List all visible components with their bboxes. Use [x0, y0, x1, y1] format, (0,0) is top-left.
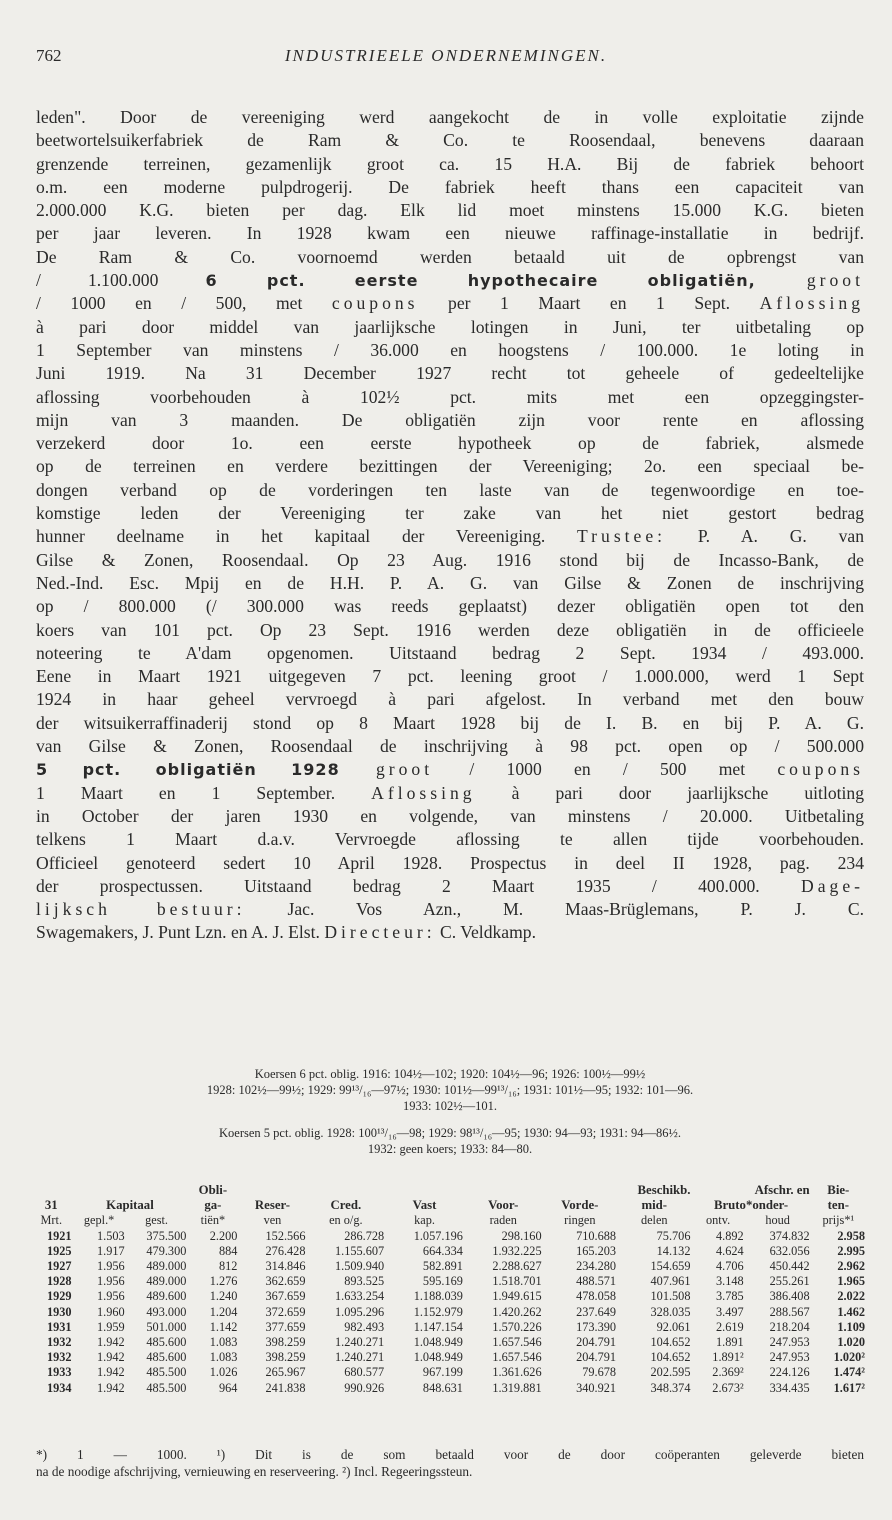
loan-heading: 5 pct. obligatiën 1928: [36, 760, 340, 780]
text-line: 1 September van minstens / 36.000 en hoogstens / 100.000. 1e loting in: [36, 339, 864, 360]
financial-table: [30, 1183, 866, 1396]
table-cell: 1.240.271: [335, 1350, 385, 1365]
table-cell: 1.474²: [833, 1365, 865, 1380]
table-cell: 14.132: [656, 1243, 691, 1258]
header-cell: Cred.: [330, 1198, 362, 1213]
spaced-word: coupons: [777, 759, 864, 780]
table-cell: 372.659: [265, 1304, 306, 1319]
table-cell: 328.035: [650, 1304, 691, 1319]
text-line: op / 800.000 (/ 300.000 was reeds geplaatst) dezer obligatiën open tot den: [36, 596, 864, 617]
header-cell: Afschr. en: [754, 1183, 810, 1197]
text-line: verzekerd door 1o. een eerste hypotheek op de fabriek, alsmede: [36, 433, 864, 454]
table-cell: 407.961: [650, 1274, 691, 1289]
table-cell: 1.083: [209, 1350, 238, 1365]
table-cell: 386.408: [769, 1289, 810, 1304]
spaced-word: coupons: [331, 293, 419, 314]
table-cell: 286.728: [344, 1228, 385, 1243]
text-span: C. Veldkamp.: [435, 922, 536, 943]
header-cell: 31: [44, 1198, 58, 1213]
table-cell: 1933: [46, 1365, 72, 1380]
table-cell: 450.442: [769, 1259, 810, 1274]
koersen-5pct: [36, 1125, 864, 1157]
table-cell: 489.000: [146, 1259, 187, 1274]
table-cell: 1932: [46, 1335, 72, 1350]
table-cell: 478.058: [576, 1289, 617, 1304]
table-cell: 1.932.225: [492, 1243, 542, 1258]
running-title: INDUSTRIEELE ONDERNEMINGEN.: [284, 46, 608, 65]
table-cell: 1.142: [209, 1319, 238, 1334]
table-row: [30, 1259, 866, 1274]
amount: / 1.100.000: [36, 270, 206, 291]
header-cell: ven: [263, 1213, 282, 1228]
table-cell: 1.942: [97, 1380, 125, 1395]
table-cell: 3.148: [715, 1274, 744, 1289]
table-cell: 340.921: [576, 1380, 617, 1395]
table-cell: 204.791: [576, 1350, 617, 1365]
table-cell: 334.435: [769, 1380, 810, 1395]
table-cell: 1932: [46, 1350, 72, 1365]
text-line: van Gilse & Zonen, Roosendaal de inschrijving à 98 pct. open op / 500.000: [36, 736, 864, 757]
page-header: [36, 46, 856, 76]
table-cell: 298.160: [501, 1228, 542, 1243]
table-cell: 1.959: [97, 1319, 125, 1334]
koersen-6pct: [36, 1066, 864, 1114]
table-cell: 4.892: [715, 1228, 744, 1243]
table-cell: 398.259: [265, 1350, 306, 1365]
table-cell: 92.061: [656, 1319, 691, 1334]
text-line: [36, 921, 864, 944]
footnotes: [36, 1446, 864, 1480]
table-cell: 1934: [46, 1380, 72, 1395]
header-cell: houd: [765, 1213, 790, 1228]
table-cell: 276.428: [265, 1243, 306, 1258]
header-cell: kap.: [414, 1213, 435, 1228]
header-cell: Beschikb.: [637, 1183, 691, 1197]
header-cell: [385, 1183, 464, 1198]
table-cell: 680.577: [344, 1365, 385, 1380]
koers-line: 1932: geen koers; 1933: 84—80.: [367, 1142, 533, 1156]
table-cell: 489.000: [146, 1274, 187, 1289]
spaced-word: Directeur:: [324, 922, 436, 943]
koers-line: 1933: 102½—101.: [402, 1099, 498, 1113]
table-cell: 1.048.949: [413, 1335, 463, 1350]
table-cell: 154.659: [650, 1259, 691, 1274]
spaced-word: Aflossing: [371, 782, 476, 803]
header-cell: Vast: [412, 1198, 437, 1213]
table-cell: 1.942: [97, 1350, 125, 1365]
table-cell: 314.846: [265, 1259, 306, 1274]
text-line: [36, 292, 864, 315]
table-cell: 1.956: [97, 1289, 125, 1304]
table-cell: 1.240: [209, 1289, 238, 1304]
table-cell: 982.493: [344, 1319, 385, 1334]
table-cell: 101.508: [650, 1289, 691, 1304]
table-cell: 990.926: [344, 1380, 385, 1395]
header-cell: Bie-: [827, 1183, 850, 1197]
table-cell: 710.688: [576, 1228, 617, 1243]
text-line: per jaar leveren. In 1928 kwam een nieuwe raffinage-installatie in bedrijf.: [36, 223, 864, 244]
table-cell: 1.949.615: [492, 1289, 542, 1304]
table-cell: 237.649: [576, 1304, 617, 1319]
text-span: P. A. G. van: [666, 526, 864, 547]
text-line: op de terreinen en verdere bezittingen der Vereeniging; 2o. een speciaal be-: [36, 456, 864, 477]
header-cell: ga-: [204, 1198, 222, 1213]
text-line: Ned.-Ind. Esc. Mpij en de H.H. P. A. G. van Gilse & Zonen de inschrijving: [36, 572, 864, 593]
table-cell: 1931: [46, 1319, 72, 1334]
table-cell: 2.022: [837, 1289, 865, 1304]
table-cell: 255.261: [769, 1274, 810, 1289]
table-cell: 1.147.154: [413, 1319, 463, 1334]
header-row: [30, 1198, 866, 1213]
text-span: / 1000 en / 500 met: [469, 759, 778, 780]
header-cell: [30, 1183, 73, 1198]
table-cell: 485.500: [146, 1380, 187, 1395]
table-cell: 1.657.546: [492, 1350, 542, 1365]
table-cell: 1.361.626: [492, 1365, 542, 1380]
header-cell: ringen: [564, 1213, 596, 1228]
header-cell: ontv.: [706, 1213, 731, 1228]
spaced-word: groot: [755, 270, 864, 291]
table-cell: 165.203: [576, 1243, 617, 1258]
text-line: leden". Door de vereeniging werd aangekocht de in volle exploitatie zijnde: [36, 107, 864, 127]
table-cell: 632.056: [769, 1243, 810, 1258]
table-cell: 493.000: [146, 1304, 187, 1319]
table-cell: 1930: [46, 1304, 72, 1319]
table-cell: 2.962: [837, 1259, 865, 1274]
table-cell: 967.199: [422, 1365, 463, 1380]
spaced-word: Aflossing: [759, 293, 864, 314]
text-span: der prospectussen. Uitstaand bedrag 2 Maart 1935 / 400.000.: [36, 875, 760, 896]
text-line: 2.000.000 K.G. bieten per dag. Elk lid moet minstens 15.000 K.G. bieten: [36, 200, 864, 221]
table-cell: 1.188.039: [413, 1289, 463, 1304]
table-cell: 234.280: [576, 1259, 617, 1274]
table-cell: 489.600: [146, 1289, 187, 1304]
text-line: der witsuikerraffinaderij stond op 8 Maart 1928 bij de I. B. en bij P. A. G.: [36, 712, 864, 733]
table-cell: 479.300: [146, 1243, 187, 1258]
table-cell: 3.497: [715, 1304, 744, 1319]
table-cell: 1.276: [209, 1274, 238, 1289]
header-cell: gest.: [145, 1213, 168, 1228]
table-cell: 375.500: [146, 1228, 187, 1243]
table-cell: 4.706: [715, 1259, 744, 1274]
text-line: à pari door middel van jaarlijksche lotingen in Juni, ter uitbetaling op: [36, 316, 864, 337]
text-line: Juni 1919. Na 31 December 1927 recht tot geheele of gedeeltelijke: [36, 363, 864, 384]
text-span: 1 Maart en 1 September.: [36, 782, 372, 803]
table-cell: 812: [218, 1259, 238, 1274]
table-cell: 2.958: [837, 1228, 865, 1243]
text-line: mijn van 3 maanden. De obligatiën zijn voor rente en aflossing: [36, 409, 864, 430]
table-cell: 2.369²: [712, 1365, 744, 1380]
table-cell: 1.956: [97, 1259, 125, 1274]
table-cell: 79.678: [582, 1365, 617, 1380]
table-cell: 1.152.979: [413, 1304, 463, 1319]
table-cell: 1929: [46, 1289, 72, 1304]
table-cell: 202.595: [650, 1365, 691, 1380]
table-cell: 1.633.254: [335, 1289, 385, 1304]
table-cell: 1.617²: [833, 1380, 865, 1395]
spaced-word: Trustee:: [577, 526, 667, 547]
footnote-line: *) 1 — 1000. ¹) Dit is de som betaald voor de door coöperanten geleverde bieten: [36, 1447, 864, 1462]
table-cell: 2.995: [837, 1243, 865, 1258]
header-cell: [306, 1183, 385, 1198]
table-cell: 1.095.296: [335, 1304, 385, 1319]
table-cell: 1927: [46, 1259, 72, 1274]
body-text: [36, 106, 864, 945]
text-line: komstige leden der Vereeniging ter zake van het niet gestort bedrag: [36, 503, 864, 524]
footnote-line: na de noodige afschrijving, vernieuwing en reserveering. ²) Incl. Regeeringssteun.: [36, 1464, 473, 1479]
table-cell: 1.026: [209, 1365, 238, 1380]
table-row: [30, 1274, 866, 1289]
text-line: telkens 1 Maart d.a.v. Vervroegde aflossing te allen tijde voorbehouden.: [36, 829, 864, 850]
table-cell: 1.240.271: [335, 1335, 385, 1350]
header-cell: Kapitaal: [106, 1198, 154, 1213]
table-cell: 488.571: [576, 1274, 617, 1289]
table-cell: 104.652: [650, 1350, 691, 1365]
table-cell: 1.020: [837, 1335, 865, 1350]
table-row: [30, 1350, 866, 1365]
header-row: [30, 1183, 866, 1198]
table-cell: 1928: [46, 1274, 72, 1289]
table-cell: 1921: [46, 1228, 72, 1243]
table-row: [30, 1244, 866, 1259]
header-cell: delen: [640, 1213, 668, 1228]
header-cell: Reser-: [254, 1198, 290, 1213]
text-span: hunner deelname in het kapitaal der Vereeniging.: [36, 526, 578, 547]
table-cell: 2.673²: [712, 1380, 744, 1395]
table-cell: 224.126: [769, 1365, 810, 1380]
table-cell: 1.048.949: [413, 1350, 463, 1365]
table-cell: 288.567: [769, 1304, 810, 1319]
table-cell: 1.942: [97, 1335, 125, 1350]
koers-line: Koersen 6 pct. oblig. 1916: 104½—102; 1920: 104½—96; 1926: 100½—99½: [254, 1067, 646, 1081]
table-cell: 1.657.546: [492, 1335, 542, 1350]
text-span: à pari door jaarlijksche uitloting: [475, 782, 864, 803]
table-cell: 1.204: [209, 1304, 238, 1319]
koers-line: 1928: 102½—99½; 1929: 99¹³/₁₆—97½; 1930: 101½—99¹³/₁₆; 1931: 101½—95; 1932: 101—96.: [206, 1083, 694, 1097]
text-span: Jac. Vos Azn., M. Maas-Brüglemans, P. J. C.: [245, 899, 864, 920]
text-line: [36, 782, 864, 805]
table-cell: 1.509.940: [335, 1259, 385, 1274]
table-cell: 1.020²: [833, 1350, 865, 1365]
table-cell: 595.169: [422, 1274, 463, 1289]
table-row: [30, 1289, 866, 1304]
table-cell: 1.057.196: [413, 1228, 463, 1243]
table-cell: 1.109: [837, 1319, 865, 1334]
table-cell: 1.420.262: [492, 1304, 542, 1319]
text-line: Officieel genoteerd sedert 10 April 1928. Prospectus in deel II 1928, pag. 234: [36, 852, 864, 873]
koers-line: Koersen 5 pct. oblig. 1928: 100¹³/₁₆—98; 1929: 98¹³/₁₆—95; 1930: 94—93; 1931: 94—86½.: [219, 1126, 681, 1140]
text-line: grenzende terreinen, gezamenlijk groot ca. 15 H.A. Bij de fabriek behoort: [36, 153, 864, 174]
table-cell: 398.259: [265, 1335, 306, 1350]
table-cell: 1.518.701: [492, 1274, 542, 1289]
table-cell: 3.785: [715, 1289, 744, 1304]
table-cell: 1.942: [97, 1365, 125, 1380]
table-cell: 152.566: [265, 1228, 306, 1243]
text-line: dongen verband op de vorderingen ten laste van de tegenwoordige en toe-: [36, 479, 864, 500]
header-cell: raden: [489, 1213, 517, 1228]
table-cell: 218.204: [769, 1319, 810, 1334]
spaced-word: groot: [339, 759, 470, 780]
table-cell: 204.791: [576, 1335, 617, 1350]
table-row: [30, 1229, 866, 1244]
header-cell: [126, 1183, 188, 1198]
text-line: [36, 269, 864, 292]
header-cell: Obli-: [198, 1183, 228, 1197]
table-cell: 964: [218, 1380, 238, 1395]
table-cell: 884: [218, 1243, 238, 1258]
table-cell: 893.525: [344, 1274, 385, 1289]
text-span: per 1 Maart en 1 Sept.: [418, 293, 760, 314]
header-cell: ten-: [827, 1198, 849, 1213]
spaced-word: Dage-: [801, 875, 864, 896]
header-cell: Vorde-: [561, 1198, 599, 1213]
text-line: [36, 875, 864, 898]
table-cell: 1.155.607: [335, 1243, 385, 1258]
text-line: [36, 758, 864, 781]
header-cell: mid-: [641, 1198, 668, 1213]
header-cell: [73, 1183, 126, 1198]
header-row: [30, 1213, 866, 1228]
page-number: 762: [36, 46, 62, 65]
table-cell: 664.334: [422, 1243, 463, 1258]
table-cell: 1.956: [97, 1274, 125, 1289]
header-cell: tiën*: [200, 1213, 226, 1228]
header-cell: prijs*¹: [822, 1213, 855, 1228]
table-cell: 173.390: [576, 1319, 617, 1334]
text-line: beetwortelsuikerfabriek de Ram & Co. te Roosendaal, benevens daaraan: [36, 130, 864, 151]
table-body: [30, 1183, 866, 1396]
header-cell: [464, 1183, 543, 1198]
table-cell: 501.000: [146, 1319, 187, 1334]
spaced-word: lijksch bestuur:: [36, 899, 246, 920]
table-cell: 2.288.627: [492, 1259, 542, 1274]
header-cell: Voor-: [488, 1198, 519, 1213]
header-cell: en o/g.: [329, 1213, 363, 1228]
table-row: [30, 1305, 866, 1320]
table-cell: 1.917: [97, 1243, 125, 1258]
text-line: noteering te A'dam opgenomen. Uitstaand bedrag 2 Sept. 1934 / 493.000.: [36, 642, 864, 663]
table-row: [30, 1320, 866, 1335]
text-line: 1924 in haar geheel vervroegd à pari afgelost. In verband met den bouw: [36, 689, 864, 710]
table-row: [30, 1365, 866, 1380]
table-cell: 848.631: [422, 1380, 463, 1395]
table-cell: 4.624: [715, 1243, 744, 1258]
header-cell: Mrt.: [40, 1213, 63, 1228]
text-line: Gilse & Zonen, Roosendaal. Op 23 Aug. 1916 stond bij de Incasso-Bank, de: [36, 549, 864, 570]
table-cell: 1925: [46, 1243, 72, 1258]
table-cell: 485.600: [146, 1335, 187, 1350]
table-cell: 485.500: [146, 1365, 187, 1380]
text-line: in October der jaren 1930 en volgende, van minstens / 20.000. Uitbetaling: [36, 805, 864, 826]
table-cell: 348.374: [650, 1380, 691, 1395]
table-row: [30, 1335, 866, 1350]
table-cell: 1.319.881: [492, 1380, 542, 1395]
table-cell: 2.200: [209, 1228, 238, 1243]
table-cell: 1.891²: [712, 1350, 744, 1365]
text-line: o.m. een moderne pulpdrogerij. De fabriek heeft thans een capaciteit van: [36, 176, 864, 197]
text-line: De Ram & Co. voornoemd werden betaald uit de opbrengst van: [36, 246, 864, 267]
table-cell: 247.953: [769, 1350, 810, 1365]
table-cell: 247.953: [769, 1335, 810, 1350]
table-cell: 377.659: [265, 1319, 306, 1334]
table-cell: 1.960: [97, 1304, 125, 1319]
table-cell: 582.891: [422, 1259, 463, 1274]
table-cell: 367.659: [265, 1289, 306, 1304]
header-cell: gepl.*: [83, 1213, 115, 1228]
text-line: [36, 898, 864, 921]
table-cell: 1.462: [837, 1304, 865, 1319]
text-line: Eene in Maart 1921 uitgegeven 7 pct. leening groot / 1.000.000, werd 1 Sept: [36, 666, 864, 687]
text-span: Swagemakers, J. Punt Lzn. en A. J. Elst.: [36, 922, 325, 943]
header-cell: [238, 1183, 306, 1198]
table-cell: 241.838: [265, 1380, 306, 1395]
text-line: [36, 525, 864, 548]
table-cell: 485.600: [146, 1350, 187, 1365]
table-cell: 1.083: [209, 1335, 238, 1350]
table-cell: 1.891: [715, 1335, 744, 1350]
loan-heading: 6 pct. eerste hypothecaire obligatiën,: [205, 271, 756, 291]
table-cell: 1.570.226: [492, 1319, 542, 1334]
header-cell: Bruto*onder-: [713, 1198, 789, 1213]
text-line: aflossing voorbehouden à 102½ pct. mits met een opzeggingster-: [36, 386, 864, 407]
table-cell: 1.503: [97, 1228, 125, 1243]
table-cell: 75.706: [656, 1228, 691, 1243]
text-span: / 1000 en / 500, met: [36, 293, 332, 314]
table-cell: 362.659: [265, 1274, 306, 1289]
table-cell: 1.965: [837, 1274, 865, 1289]
table-row: [30, 1381, 866, 1396]
table-cell: 374.832: [769, 1228, 810, 1243]
table-cell: 104.652: [650, 1335, 691, 1350]
table-cell: 265.967: [265, 1365, 306, 1380]
text-line: koers van 101 pct. Op 23 Sept. 1916 werden deze obligatiën in de officieele: [36, 619, 864, 640]
table-cell: 2.619: [715, 1319, 744, 1334]
